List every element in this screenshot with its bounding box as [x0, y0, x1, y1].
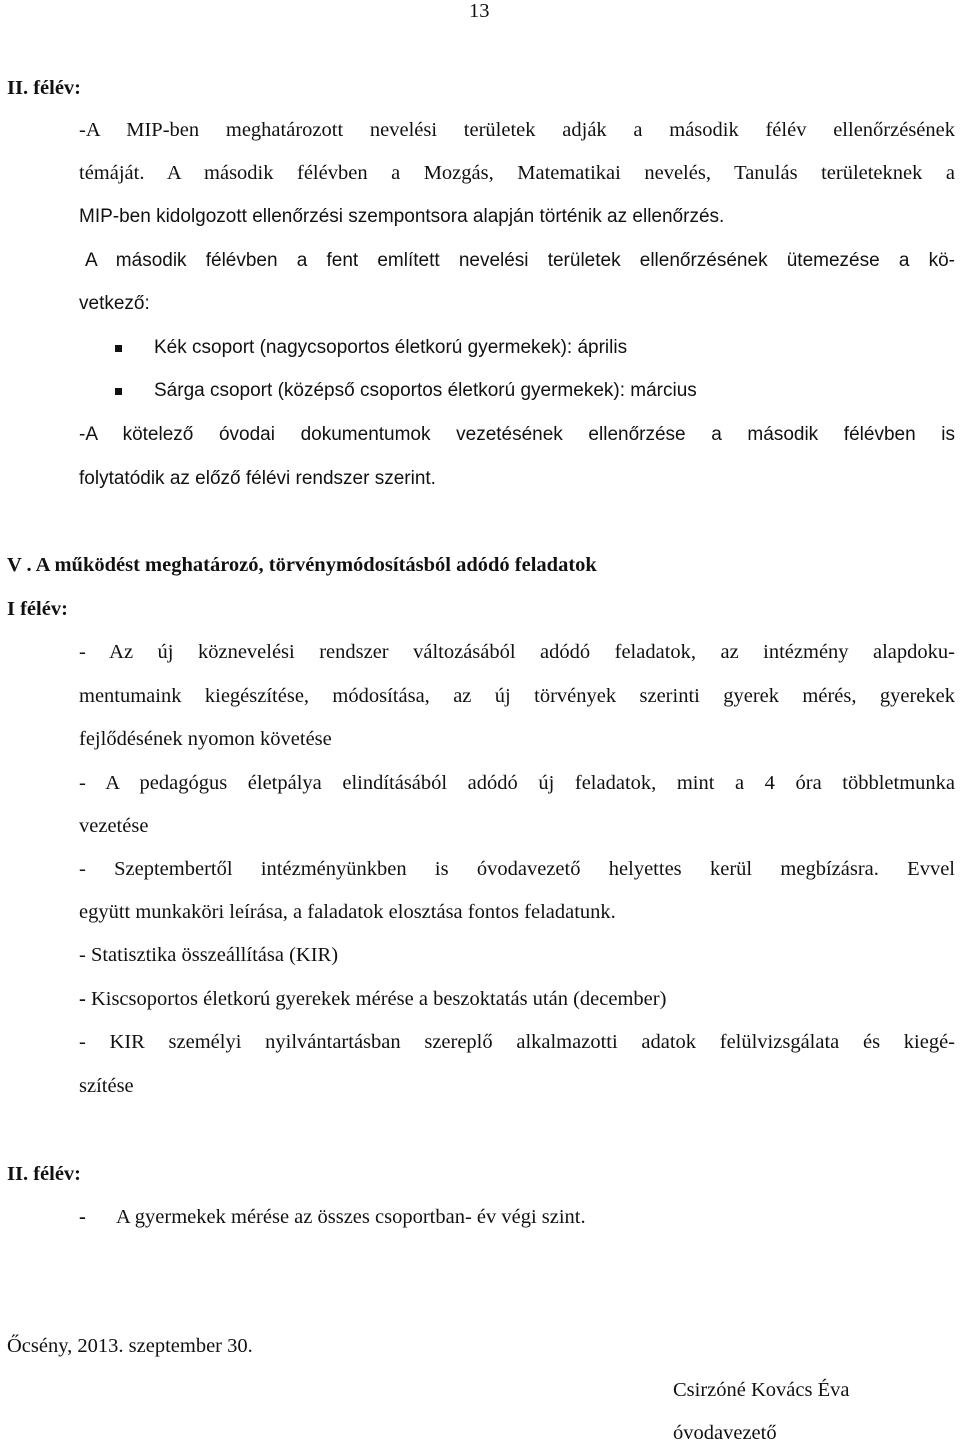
- paragraph-line: mentumaink kiegészítése, módosítása, az új törvények szerinti gyerek mérés, gyerekek: [79, 685, 955, 707]
- paragraph-line: folytatódik az előző félévi rendszer szerint.: [79, 468, 436, 489]
- paragraph-line: [79, 988, 666, 1011]
- paragraph-line: együtt munkaköri leírása, a faladatok elosztása fontos feladatunk.: [79, 901, 616, 923]
- paragraph-line: - KIR személyi nyilvántartásban szereplő alkalmazotti adatok felülvizsgálata és kiegé-: [79, 1031, 955, 1053]
- bold-dash: -: [79, 1206, 86, 1228]
- paragraph-line: fejlődésének nyomon követése: [79, 728, 332, 750]
- place-date: Őcsény, 2013. szeptember 30.: [7, 1335, 253, 1357]
- paragraph-line: - Szeptembertől intézményünkben is óvodavezető helyettes kerül megbízásra. Evvel: [79, 858, 955, 880]
- signer-name: Csirzóné Kovács Éva: [673, 1379, 850, 1401]
- paragraph-line: -A MIP-ben meghatározott nevelési területek adják a második félév ellenőrzésének: [79, 119, 955, 141]
- paragraph-line: témáját. A második félévben a Mozgás, Matematikai nevelés, Tanulás területeknek a: [79, 162, 955, 184]
- paragraph-line: A második félévben a fent említett nevelési területek ellenőrzésének ütemezése a kö-: [85, 250, 955, 271]
- signer-title: óvodavezető: [673, 1422, 777, 1444]
- page-number: 13: [469, 0, 490, 22]
- section-heading: II. félév:: [7, 77, 82, 99]
- paragraph-line: szítése: [79, 1075, 134, 1097]
- paragraph-line: vetkező:: [79, 293, 150, 314]
- paragraph-line: - Az új köznevelési rendszer változásából adódó feladatok, az intézmény alapdoku-: [79, 641, 955, 663]
- bullet-square-icon: [115, 345, 122, 352]
- item-text: Kiscsoportos életkorú gyerekek mérése a beszoktatás után (december): [85, 988, 667, 1010]
- chapter-title: V . A működést meghatározó, törvénymódosításból adódó feladatok: [7, 554, 597, 576]
- list-item: Sárga csoport (középső csoportos életkorú gyermekek): március: [154, 380, 697, 401]
- bold-dash: -: [79, 988, 86, 1010]
- bullet-square-icon: [115, 388, 122, 395]
- item-text: A gyermekek mérése az összes csoportban- év végi szint.: [116, 1206, 586, 1228]
- subsection-heading: II. félév:: [7, 1163, 82, 1185]
- paragraph-line: MIP-ben kidolgozott ellenőrzési szempontsora alapján történik az ellenőrzés.: [79, 206, 725, 227]
- paragraph-line: vezetése: [79, 815, 149, 837]
- paragraph-line: - Statisztika összeállítása (KIR): [79, 944, 339, 966]
- subsection-heading: I félév:: [7, 598, 68, 620]
- list-item: Kék csoport (nagycsoportos életkorú gyermekek): április: [154, 337, 628, 358]
- paragraph-line: -A kötelező óvodai dokumentumok vezetésének ellenőrzése a második félévben is: [79, 424, 955, 445]
- paragraph-line: - A pedagógus életpálya elindításából adódó új feladatok, mint a 4 óra többletmunka: [79, 772, 955, 794]
